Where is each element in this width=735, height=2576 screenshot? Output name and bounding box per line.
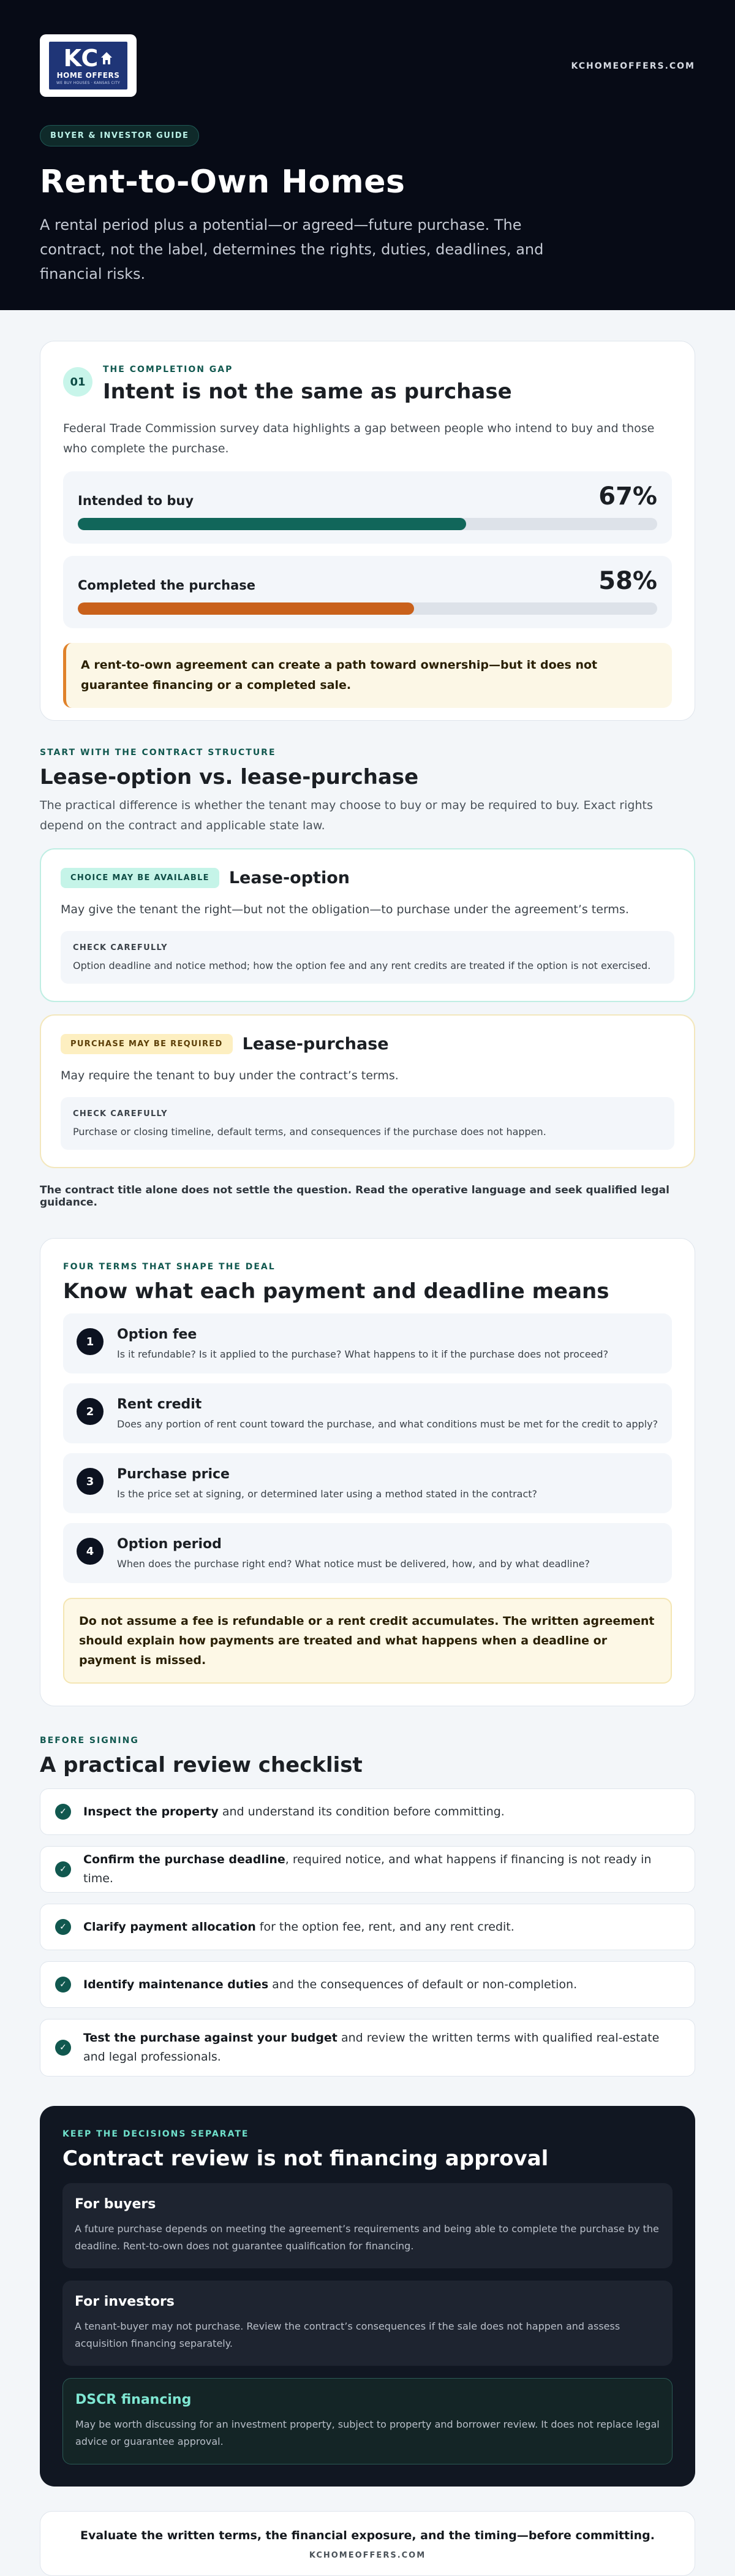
option-description: May give the tenant the right—but not the obligation—to purchase under the agreement’s terms. [61,903,629,916]
checklist-item [40,2019,695,2076]
warning-callout: A rent-to-own agreement can create a path toward ownership—but it does not guarantee financing or a completed sale. [63,643,672,708]
term-item [63,1453,672,1513]
check-carefully-box [61,931,674,984]
stat-label: Intended to buy [78,493,194,508]
footer-site-link[interactable]: KCHOMEOFFERS.COM [309,2551,426,2560]
term-title: Option period [117,1537,222,1552]
term-title: Rent credit [117,1397,202,1412]
checklist-item [40,1788,695,1835]
investors-box [62,2281,673,2366]
section-number-badge: 01 [63,367,92,397]
check-label: CHECK CAREFULLY [73,1109,168,1119]
term-item [63,1523,672,1583]
review-checklist-section [40,1736,695,2076]
legal-note: The contract title alone does not settle the question. Read the operative language and seek qualified legal guidance. [40,1184,669,1209]
section-title: Lease-option vs. lease-purchase [40,765,419,789]
section-eyebrow: START WITH THE CONTRACT STRUCTURE [40,748,276,758]
stat-value: 58% [598,567,657,595]
box-text: A tenant-buyer may not purchase. Review the contract’s consequences if the sale does not happen and assess acquisition financing separately. [75,2320,620,2349]
term-number: 3 [77,1468,104,1495]
checklist-item-text: , required notice, and what happens if financing is not ready in time. [83,1853,652,1885]
section-title: Know what each payment and deadline means [63,1279,609,1304]
progress-track [78,518,657,530]
four-terms-card [40,1238,695,1706]
footer-card [40,2511,695,2576]
box-text: A future purchase depends on meeting the agreement’s requirements and being able to complete the purchase by the deadline. Rent-to-own does not guarantee qualification for financing. [75,2223,659,2252]
checklist-item-bold: Identify maintenance duties [83,1977,269,1991]
term-number: 4 [77,1538,104,1565]
lease-purchase-card [40,1014,695,1168]
check-icon: ✓ [55,1919,71,1935]
section-eyebrow: FOUR TERMS THAT SHAPE THE DEAL [63,1262,276,1272]
option-title: Lease-purchase [242,1035,389,1054]
required-pill: PURCHASE MAY BE REQUIRED [61,1034,233,1054]
logo-name: HOME OFFERS [56,70,120,80]
check-label: CHECK CAREFULLY [73,943,168,952]
option-description: May require the tenant to buy under the contract’s terms. [61,1069,399,1082]
stat-completed-purchase [63,556,672,628]
financing-decisions-card [40,2106,695,2487]
checklist-item-text: for the option fee, rent, and any rent credit. [255,1920,514,1934]
choice-pill: CHOICE MAY BE AVAILABLE [61,868,219,888]
section-title: Intent is not the same as purchase [103,379,512,404]
check-icon: ✓ [55,2040,71,2056]
check-icon: ✓ [55,1977,71,1993]
buyers-box [62,2183,673,2268]
check-text: Option deadline and notice method; how the option fee and any rent credits are treated if the option is not exercised. [73,960,651,971]
box-title: For buyers [75,2197,156,2212]
stat-value: 67% [598,482,657,511]
term-text: Is it refundable? Is it applied to the purchase? What happens to it if the purchase does not proceed? [117,1348,609,1360]
term-number: 1 [77,1328,104,1355]
footer-text: Evaluate the written terms, the financial exposure, and the timing—before committing. [80,2529,655,2542]
checklist-item-text: and understand its condition before committing. [218,1804,505,1818]
term-item [63,1313,672,1373]
guide-badge: BUYER & INVESTOR GUIDE [40,125,199,146]
section-description: Federal Trade Commission survey data highlights a gap between people who intend to buy and those who complete the purchase. [63,422,655,455]
checklist-item-text: and the consequences of default or non-completion. [268,1977,578,1991]
stat-intended-to-buy [63,471,672,544]
checklist-item [40,1904,695,1950]
section-eyebrow: BEFORE SIGNING [40,1736,139,1746]
checklist-item-bold: Confirm the purchase deadline [83,1853,285,1866]
logo-mark [49,42,127,89]
page-title: Rent-to-Own Homes [40,164,405,200]
progress-fill [78,518,466,530]
checklist-item-text: and review the written terms with qualified real-estate and legal professionals. [83,2031,660,2064]
box-title: For investors [75,2294,175,2309]
term-text: When does the purchase right end? What notice must be delivered, how, and by what deadline? [117,1558,590,1570]
term-text: Does any portion of rent count toward the purchase, and what conditions must be met for the credit to apply? [117,1418,658,1430]
option-title: Lease-option [228,868,350,887]
section-eyebrow: THE COMPLETION GAP [103,365,233,374]
progress-fill [78,602,414,615]
hero-header [0,0,735,310]
lease-option-card [40,848,695,1002]
checklist-item [40,1846,695,1893]
site-link[interactable]: KCHOMEOFFERS.COM [571,61,695,71]
contract-structure-section [40,748,695,1209]
stat-label: Completed the purchase [78,578,256,593]
section-title: Contract review is not financing approval [62,2146,549,2171]
logo-tagline: WE BUY HOUSES · KANSAS CITY [56,80,121,85]
completion-gap-card [40,341,695,721]
check-carefully-box [61,1097,674,1150]
house-icon [100,51,113,65]
term-title: Option fee [117,1327,197,1342]
main-content [0,341,735,2576]
checklist-item-bold: Inspect the property [83,1804,219,1818]
box-title: DSCR financing [75,2392,192,2407]
term-title: Purchase price [117,1467,230,1482]
checklist-item-bold: Test the purchase against your budget [83,2031,337,2045]
check-icon: ✓ [55,1804,71,1820]
check-text: Purchase or closing timeline, default terms, and consequences if the purchase does not happen. [73,1126,546,1138]
logo-kc-text: KC [63,44,99,72]
section-description: The practical difference is whether the tenant may choose to buy or may be required to buy. Exact rights depend on the contract and applicable state law. [40,799,653,832]
checklist-item [40,1961,695,2008]
dscr-financing-box [62,2378,673,2464]
checklist-item-bold: Clarify payment allocation [83,1920,256,1934]
box-text: May be worth discussing for an investment property, subject to property and borrower review. It does not replace legal advice or guarantee approval. [75,2418,660,2447]
term-text: Is the price set at signing, or determined later using a method stated in the contract? [117,1488,538,1500]
progress-track [78,602,657,615]
company-logo[interactable] [40,34,137,97]
check-icon: ✓ [55,1861,71,1877]
term-number: 2 [77,1398,104,1425]
section-title: A practical review checklist [40,1753,363,1777]
warning-callout: Do not assume a fee is refundable or a rent credit accumulates. The written agreement should explain how payments are treated and what happens when a deadline or payment is missed. [63,1598,672,1684]
term-item [63,1383,672,1443]
section-eyebrow: KEEP THE DECISIONS SEPARATE [62,2129,249,2139]
page-subtitle: A rental period plus a potential—or agreed—future purchase. The contract, not the label, determines the rights, duties, deadlines, and financial risks. [40,216,544,283]
